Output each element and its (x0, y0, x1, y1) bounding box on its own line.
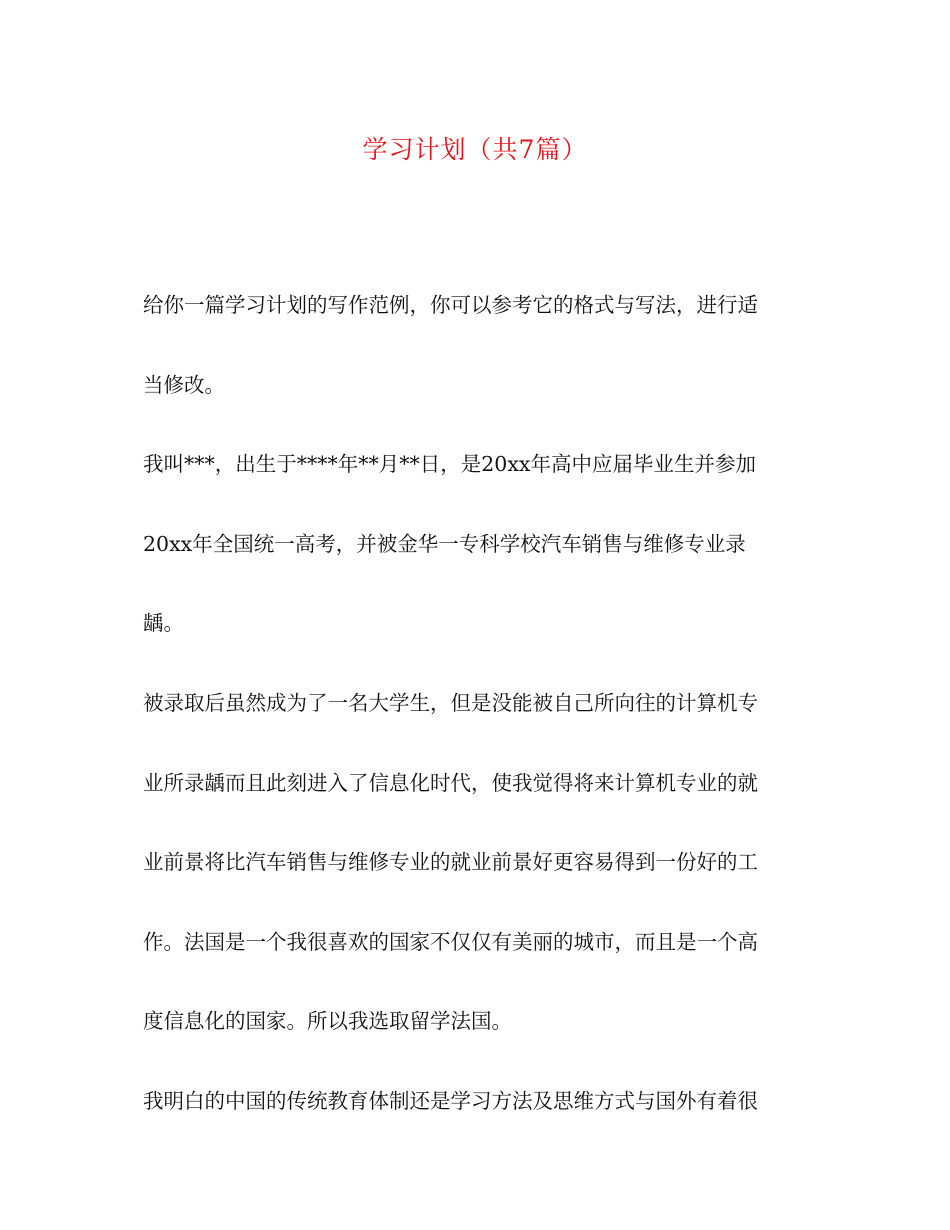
paragraph (143, 286, 807, 405)
paragraph-line: 业所录龋而且此刻进入了信息化时代，使我觉得将来计算机专业的就 (143, 770, 758, 795)
document-title: 学习计划（共7篇） (362, 135, 588, 164)
paragraph-line: 作。法国是一个我很喜欢的国家不仅仅有美丽的城市，而且是一个高 (143, 929, 758, 954)
document-body (143, 286, 807, 1162)
paragraph-line: 业前景将比汽车销售与维修专业的就业前景好更容易得到一份好的工 (143, 850, 758, 875)
paragraph-line: 20xx年全国统一高考，并被金华一专科学校汽车销售与维修专业录 (143, 531, 746, 556)
paragraph-line: 给你一篇学习计划的写作范例，你可以参考它的格式与写法，进行适 (143, 293, 758, 317)
paragraph (143, 445, 807, 644)
paragraph (143, 1082, 807, 1122)
paragraph-line: 被录取后虽然成为了一名大学生，但是没能被自己所向往的计算机专 (143, 690, 758, 715)
paragraph-line: 龋。 (143, 611, 184, 636)
paragraph (143, 684, 807, 1042)
paragraph-line: 度信息化的国家。所以我选取留学法国。 (143, 1009, 512, 1034)
paragraph-line: 我叫***，出生于****年**月**日，是20xx年高中应届毕业生并参加 (143, 452, 756, 477)
paragraph-line: 当修改。 (143, 372, 225, 397)
paragraph-line: 我明白的中国的传统教育体制还是学习方法及思维方式与国外有着很 (143, 1088, 758, 1113)
